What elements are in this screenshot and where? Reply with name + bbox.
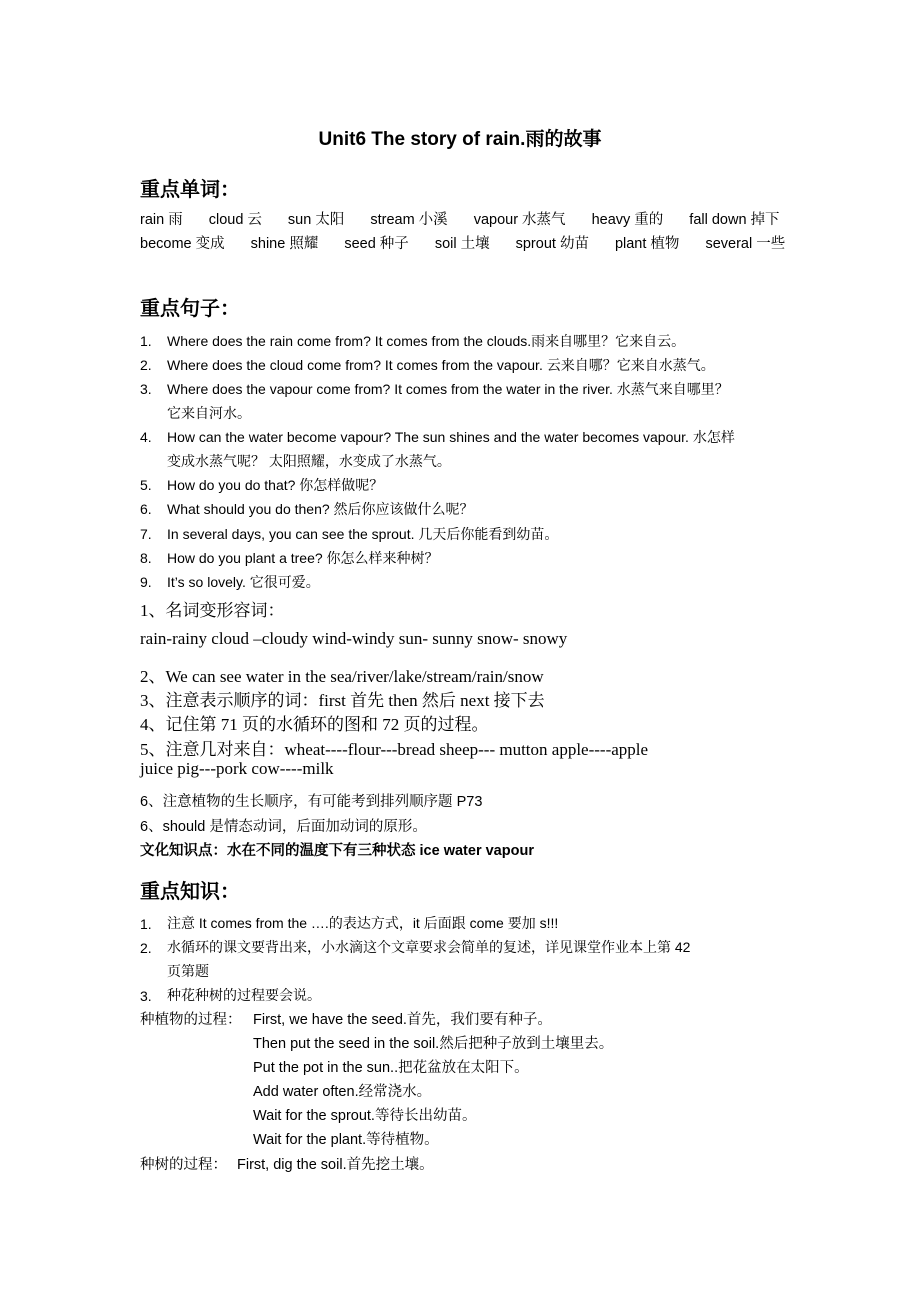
list-number: 3. [140, 381, 152, 397]
knowledge-item: 水循环的课文要背出来，小水滴这个文章要求会简单的复述，详见课堂作业本上第 42 [167, 939, 691, 955]
note-4: 4、记住第 71 页的水循环的图和 72 页的过程。 [140, 715, 489, 734]
list-number: 2. [140, 940, 152, 956]
planting-step: First, we have the seed.首先，我们要有种子。 [253, 1012, 552, 1028]
note-2: 2、We can see water in the sea/river/lake/stream/rain/snow [140, 667, 544, 686]
list-number: 1. [140, 916, 152, 932]
vocab-item: fall down 掉下 [689, 212, 780, 228]
vocab-item: sun 太阳 [287, 212, 345, 228]
sentence-item-continued: 变成水蒸气呢？ 太阳照耀，水变成了水蒸气。 [167, 453, 451, 469]
vocab-item: sprout 幼苗 [515, 236, 589, 252]
tree-step: First, dig the soil.首先挖土壤。 [237, 1157, 434, 1173]
page-title: Unit6 The story of rain.雨的故事 [318, 129, 602, 150]
culture-note: 文化知识点：水在不同的温度下有三种状态 ice water vapour [140, 843, 534, 859]
vocab-item: become 变成 [140, 236, 225, 252]
vocab-item: cloud 云 [208, 212, 262, 228]
list-number: 9. [140, 574, 152, 590]
vocab-list [140, 208, 820, 256]
planting-step: Wait for the plant.等待植物。 [253, 1132, 439, 1148]
planting-step: Add water often.经常浇水。 [253, 1084, 432, 1100]
planting-step: Wait for the sprout.等待长出幼苗。 [253, 1108, 477, 1124]
vocab-item: heavy 重的 [591, 212, 664, 228]
list-number: 4. [140, 429, 152, 445]
vocab-item: vapour 水蒸气 [473, 212, 566, 228]
vocab-item: shine 照耀 [250, 236, 319, 252]
note-1-words: rain-rainy cloud –cloudy wind-windy sun- sunny snow- snowy [140, 629, 568, 648]
planting-step: Then put the seed in the soil.然后把种子放到土壤里去。 [253, 1036, 614, 1052]
sentence-item: In several days, you can see the sprout. 几天后你能看到幼苗。 [167, 526, 559, 542]
note-3: 3、注意表示顺序的词：first 首先 then 然后 next 接下去 [140, 691, 545, 710]
sentence-item: Where does the cloud come from? It comes from the vapour. 云来自哪？它来自水蒸气。 [167, 357, 715, 373]
sentence-item: How can the water become vapour? The sun shines and the water becomes vapour. 水怎样 [167, 429, 735, 445]
knowledge-item-continued: 页第题 [167, 963, 209, 979]
vocab-item: seed 种子 [344, 236, 409, 252]
planting-step: Put the pot in the sun..把花盆放在太阳下。 [253, 1060, 529, 1076]
note-6a: 6、注意植物的生长顺序，有可能考到排列顺序题 P73 [140, 794, 483, 810]
list-number: 1. [140, 333, 152, 349]
sentence-item: What should you do then? 然后你应该做什么呢？ [167, 501, 474, 517]
knowledge-heading: 重点知识： [140, 881, 240, 903]
sentence-item: How do you plant a tree? 你怎么样来种树？ [167, 550, 439, 566]
knowledge-item: 注意 It comes from the ….的表达方式，it 后面跟 come 要加 s!!! [167, 915, 559, 931]
list-number: 2. [140, 357, 152, 373]
planting-label: 种植物的过程： [140, 1012, 242, 1028]
tree-label: 种树的过程： [140, 1157, 227, 1173]
sentence-item: How do you do that? 你怎样做呢？ [167, 477, 384, 493]
vocab-item: several 一些 [705, 236, 786, 252]
list-number: 8. [140, 550, 152, 566]
note-1-title: 1、名词变形容词： [140, 601, 285, 620]
sentence-item: Where does the rain come from? It comes from the clouds.雨来自哪里？它来自云。 [167, 333, 686, 349]
sentence-item: Where does the vapour come from? It comes from the water in the river. 水蒸气来自哪里？ [167, 381, 729, 397]
note-5: 5、注意几对来自：wheat----flour---bread sheep--- mutton apple----apple [140, 740, 649, 759]
note-5-continued: juice pig---pork cow----milk [140, 759, 334, 778]
note-6b: 6、should 是情态动词，后面加动词的原形。 [140, 819, 427, 835]
list-number: 7. [140, 526, 152, 542]
vocab-item: soil 土壤 [434, 236, 490, 252]
vocab-item: plant 植物 [614, 236, 680, 252]
list-number: 3. [140, 988, 152, 1004]
words-heading: 重点单词： [140, 179, 240, 201]
vocab-item: rain 雨 [140, 212, 183, 228]
list-number: 5. [140, 477, 152, 493]
list-number: 6. [140, 501, 152, 517]
knowledge-item: 种花种树的过程要会说。 [167, 987, 321, 1003]
vocab-item: stream 小溪 [370, 212, 448, 228]
sentence-item: It’s so lovely. 它很可爱。 [167, 574, 320, 590]
sentences-heading: 重点句子： [140, 298, 240, 320]
sentence-item-continued: 它来自河水。 [167, 405, 251, 421]
